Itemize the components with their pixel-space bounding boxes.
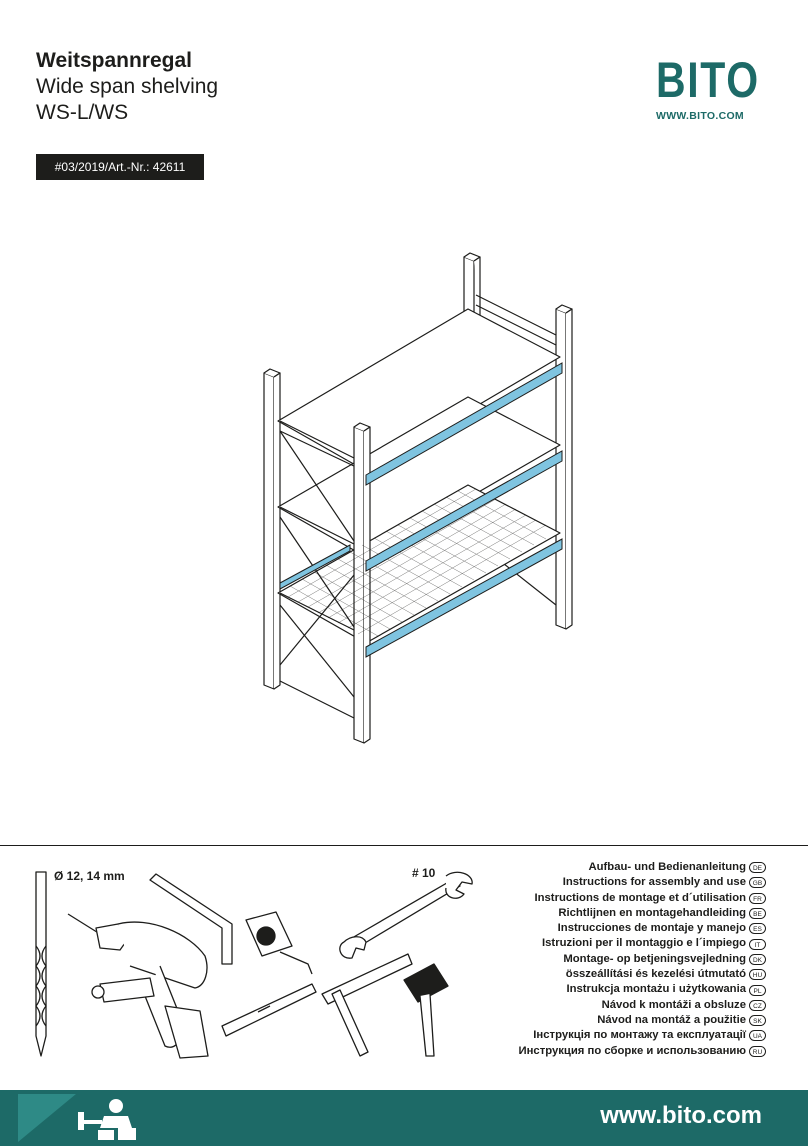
language-code-badge: ES: [749, 923, 766, 934]
language-row-it: Istruzioni per il montaggio e l´impiego IT: [518, 936, 766, 951]
language-row-gb: Instructions for assembly and use GB: [518, 875, 766, 890]
drill-size-label: Ø 12, 14 mm: [54, 869, 125, 883]
language-code-badge: UA: [749, 1030, 766, 1041]
language-row-ua: Інструкція по монтажу та експлуатації UA: [518, 1028, 766, 1043]
logo-url: WWW.BITO.COM: [656, 110, 744, 122]
language-row-ru: Инструкция по сборке и использованию RU: [518, 1044, 766, 1059]
language-row-pl: Instrukcja montażu i użytkowania PL: [518, 982, 766, 997]
footer-bar: [0, 1090, 808, 1146]
language-code-badge: RU: [749, 1046, 766, 1057]
language-code-badge: HU: [749, 969, 766, 980]
drill-bit-icon: [36, 872, 46, 1056]
language-row-dk: Montage- op betjeningsvejledning DK: [518, 952, 766, 967]
title-english: Wide span shelving: [36, 75, 219, 98]
language-code-badge: PL: [749, 985, 766, 996]
assembly-worker-icon: [18, 1094, 148, 1142]
language-code-badge: SK: [749, 1015, 766, 1026]
article-number-box: #03/2019/Art.-Nr.: 42611: [36, 154, 204, 180]
mallet-icon: [404, 964, 448, 1056]
language-code-badge: IT: [749, 939, 766, 950]
footer-url: www.bito.com: [600, 1102, 762, 1129]
language-row-es: Instrucciones de montaje y manejo ES: [518, 921, 766, 936]
title-german: Weitspannregal: [36, 49, 192, 72]
wrench-size-label: # 10: [412, 866, 436, 880]
logo-wordmark: BITO: [656, 52, 760, 108]
language-row-sk: Návod na montáž a použitie SK: [518, 1013, 766, 1028]
model-code: WS-L/WS: [36, 101, 129, 124]
title-block: [36, 48, 218, 126]
language-code-badge: GB: [749, 877, 766, 888]
language-list: [518, 860, 766, 1059]
language-row-be: Richtlijnen en montagehandleiding BE: [518, 906, 766, 921]
language-code-badge: BE: [749, 908, 766, 919]
language-row-fr: Instructions de montage et d´utilisation FR: [518, 891, 766, 906]
language-row-hu: összeállítási és kezelési útmutató HU: [518, 967, 766, 982]
language-code-badge: FR: [749, 893, 766, 904]
spirit-level-icon: [222, 984, 316, 1036]
language-code-badge: DK: [749, 954, 766, 965]
language-code-badge: DE: [749, 862, 766, 873]
language-code-badge: CZ: [749, 1000, 766, 1011]
tape-measure-icon: [246, 912, 312, 974]
language-row-de: Aufbau- und Bedienanleitung DE: [518, 860, 766, 875]
wrench-icon: [340, 872, 472, 958]
language-row-cz: Návod k montáži a obsluze CZ: [518, 998, 766, 1013]
shelving-rack-illustration: [250, 245, 580, 745]
folding-rule-icon: [322, 954, 412, 1056]
power-drill-icon: [68, 914, 208, 1058]
bito-logo: [656, 52, 760, 126]
